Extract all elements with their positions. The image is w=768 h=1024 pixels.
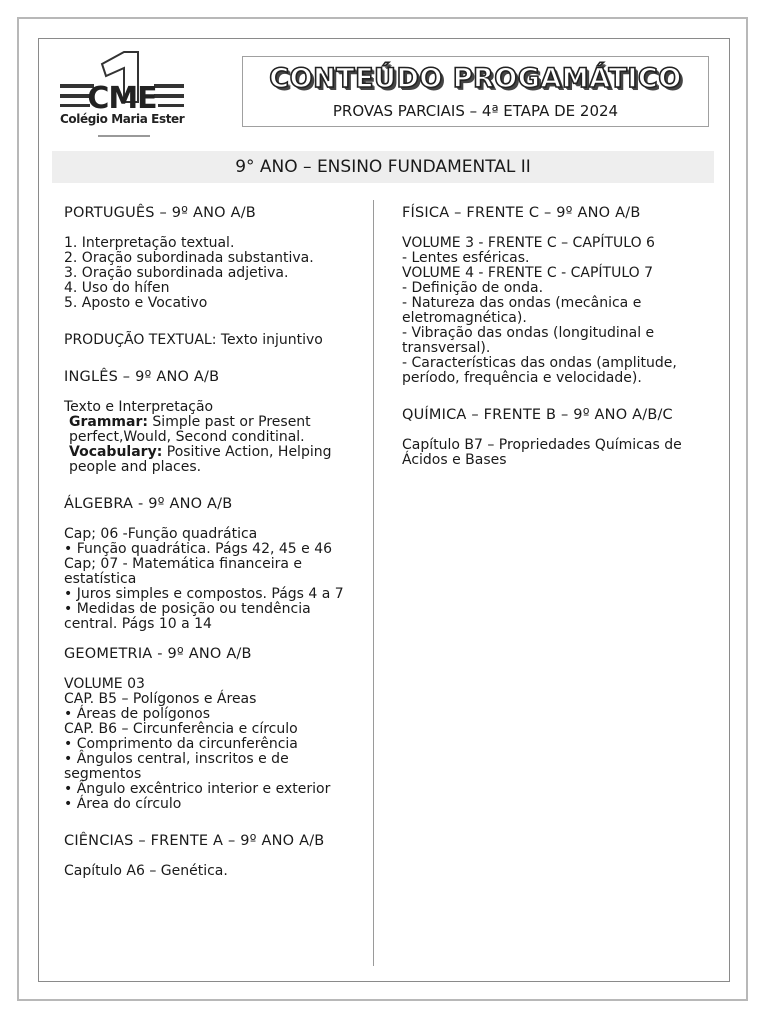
school-logo (58, 50, 190, 140)
quimica-heading: QUÍMICA – FRENTE B – 9º ANO A/B/C (402, 407, 673, 423)
list-item: 3. Oração subordinada adjetiva. (64, 265, 289, 281)
cme-logo-icon (58, 50, 190, 140)
grammar-label: Grammar: (69, 414, 148, 430)
column-divider (373, 200, 374, 966)
ingles-heading: INGLÊS – 9º ANO A/B (64, 369, 220, 385)
list-item: • Função quadrática. Págs 42, 45 e 46 (64, 541, 333, 557)
grade-banner: 9° ANO – ENSINO FUNDAMENTAL II (52, 151, 714, 183)
grammar-value: Simple past or Present perfect,Would, Second conditinal. (69, 414, 311, 445)
list-item: VOLUME 03 (64, 676, 145, 692)
list-item: • Ângulos central, inscritos e de segmentos (64, 751, 289, 782)
list-item: Cap; 06 -Função quadrática (64, 526, 258, 542)
list-item: • Ângulo excêntrico interior e exterior (64, 781, 331, 797)
list-item: CAP. B5 – Polígonos e Áreas (64, 691, 257, 707)
list-item: Texto e Interpretação (64, 399, 214, 415)
list-item: VOLUME 3 - FRENTE C – CAPÍTULO 6 (402, 235, 655, 251)
vocabulary-line (64, 445, 364, 475)
page-subtitle: PROVAS PARCIAIS – 4ª ETAPA DE 2024 (332, 102, 619, 120)
fisica-heading: FÍSICA – FRENTE C – 9º ANO A/B (402, 205, 641, 221)
producao-value: Texto injuntivo (216, 332, 323, 348)
list-item: Capítulo B7 – Propriedades Químicas de Ácidos e Bases (402, 437, 682, 468)
page-title: CONTEÚDO PROGAMÁTICO (269, 63, 682, 94)
logo-letters: CME (87, 81, 157, 116)
producao-label: PRODUÇÃO TEXTUAL: (64, 332, 217, 348)
producao-textual (64, 333, 364, 348)
geometria-heading: GEOMETRIA - 9º ANO A/B (64, 646, 252, 662)
list-item: 1. Interpretação textual. (64, 235, 235, 251)
right-column (402, 206, 707, 468)
list-item: - Definição de onda. (402, 280, 544, 296)
vocabulary-value: Positive Action, Helping people and places. (69, 444, 332, 475)
list-item: • Medidas de posição ou tendência central. Págs 10 a 14 (64, 601, 311, 632)
vocabulary-label: Vocabulary: (69, 444, 163, 460)
list-item: - Vibração das ondas (longitudinal e transversal). (402, 325, 655, 356)
list-item: VOLUME 4 - FRENTE C - CAPÍTULO 7 (402, 265, 654, 281)
list-item: Capítulo A6 – Genética. (64, 863, 228, 879)
algebra-heading: ÁLGEBRA - 9º ANO A/B (64, 496, 233, 512)
list-item: • Comprimento da circunferência (64, 736, 298, 752)
list-item: - Características das ondas (amplitude, período, frequência e velocidade). (402, 355, 677, 386)
list-item: CAP. B6 – Circunferência e círculo (64, 721, 298, 737)
list-item: 4. Uso do hífen (64, 280, 170, 296)
title-box (242, 56, 709, 127)
portugues-heading: PORTUGUÊS – 9º ANO A/B (64, 205, 256, 221)
list-item: 2. Oração subordinada substantiva. (64, 250, 314, 266)
list-item: - Natureza das ondas (mecânica e eletromagnética). (402, 295, 642, 326)
ciencias-heading: CIÊNCIAS – FRENTE A – 9º ANO A/B (64, 833, 325, 849)
list-item: - Lentes esféricas. (402, 250, 530, 266)
list-item: 5. Aposto e Vocativo (64, 295, 208, 311)
list-item: Cap; 07 - Matemática financeira e estatística (64, 556, 302, 587)
left-column (64, 206, 364, 879)
list-item: • Áreas de polígonos (64, 706, 211, 722)
list-item: • Juros simples e compostos. Págs 4 a 7 (64, 586, 344, 602)
grammar-line (64, 415, 364, 445)
list-item: • Área do círculo (64, 796, 182, 812)
school-name: Colégio Maria Ester (60, 112, 185, 126)
